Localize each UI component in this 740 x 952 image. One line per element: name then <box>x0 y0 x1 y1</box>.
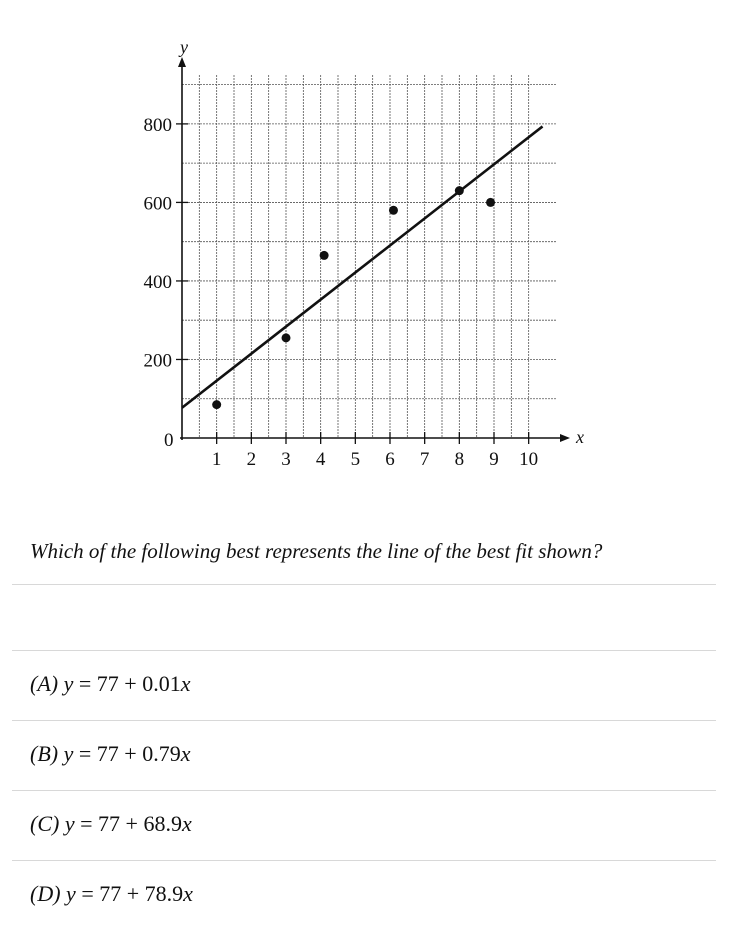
best-fit-line <box>182 126 543 407</box>
x-tick-label: 5 <box>350 449 361 470</box>
chart-svg <box>110 25 590 505</box>
option-label: (C) <box>30 811 60 836</box>
equation-y: y <box>64 811 75 836</box>
y-tick-label: 200 <box>143 350 172 372</box>
x-tick-label: 6 <box>385 449 395 470</box>
divider <box>12 860 716 861</box>
x-tick-label: 2 <box>246 449 257 470</box>
divider <box>12 720 716 721</box>
divider <box>12 790 716 791</box>
equation-x: x <box>181 811 192 836</box>
y-tick-label: 400 <box>143 271 172 293</box>
option-c[interactable] <box>30 804 710 844</box>
equation-slope: 78.9 <box>144 881 184 906</box>
equation-equals: = <box>74 811 99 836</box>
data-point <box>389 206 398 215</box>
equation-x: x <box>180 671 191 696</box>
x-tick-label: 9 <box>489 449 499 470</box>
data-point <box>212 400 221 409</box>
x-tick-label: 7 <box>419 449 430 470</box>
equation-plus: + <box>121 881 145 906</box>
y-axis-arrow <box>178 57 186 67</box>
equation-slope: 0.79 <box>142 741 181 766</box>
y-tick-label: 800 <box>143 114 172 136</box>
equation-plus: + <box>118 741 143 766</box>
equation-equals: = <box>73 671 97 696</box>
equation-plus: + <box>118 671 143 696</box>
origin-label: 0 <box>164 430 174 451</box>
divider <box>12 584 716 585</box>
x-axis-label: x <box>576 427 584 447</box>
equation-plus: + <box>120 811 144 836</box>
x-tick-label: 4 <box>315 449 326 470</box>
option-b[interactable] <box>30 734 710 774</box>
equation-intercept: 77 <box>96 741 119 766</box>
question-text: Which of the following best represents the line of the best fit shown? <box>30 539 603 563</box>
data-point <box>486 198 495 207</box>
option-label: (B) <box>30 741 59 766</box>
equation-intercept: 77 <box>98 811 121 836</box>
data-point <box>320 251 329 260</box>
option-d[interactable] <box>30 874 710 914</box>
y-axis-label: y <box>180 37 188 57</box>
option-label: (D) <box>30 881 61 906</box>
equation-x: x <box>180 741 191 766</box>
equation-intercept: 77 <box>99 881 122 906</box>
option-label: (A) <box>30 671 59 696</box>
equation-y: y <box>63 671 74 696</box>
option-a[interactable] <box>30 664 710 704</box>
equation-y: y <box>66 881 76 906</box>
equation-equals: = <box>75 881 100 906</box>
x-tick-label: 1 <box>211 449 222 470</box>
equation-slope: 0.01 <box>142 671 181 696</box>
data-point <box>455 186 464 195</box>
y-tick-label: 600 <box>143 193 172 215</box>
x-axis-arrow <box>560 434 570 442</box>
x-tick-label: 3 <box>281 449 291 470</box>
equation-x: x <box>183 881 193 906</box>
equation-equals: = <box>73 741 97 766</box>
x-tick-label: 10 <box>519 449 539 470</box>
equation-intercept: 77 <box>96 671 119 696</box>
x-tick-label: 8 <box>454 449 465 470</box>
divider <box>12 650 716 651</box>
equation-slope: 68.9 <box>143 811 182 836</box>
data-point <box>282 333 291 342</box>
scatter-chart <box>110 25 590 505</box>
equation-y: y <box>63 741 74 766</box>
